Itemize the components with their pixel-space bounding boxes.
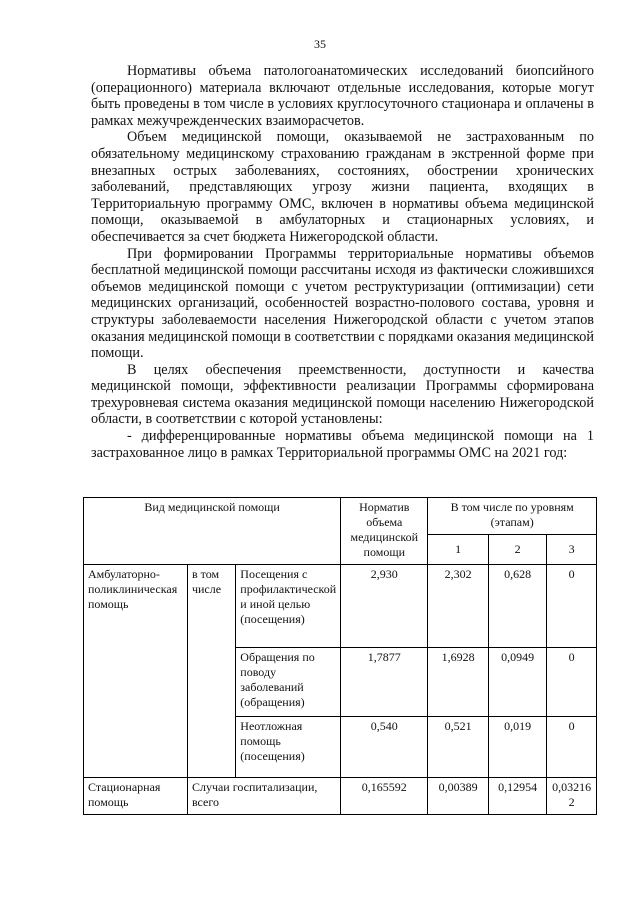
inpatient-label: Стационарная помощь: [84, 778, 188, 815]
row-level-1: 0,00389: [428, 778, 489, 815]
row-name: Посещения с профилактической и иной целью (посещения): [236, 565, 341, 648]
row-name: Неотложная помощь (посещения): [236, 717, 341, 778]
row-level-2: 0,0949: [488, 648, 546, 717]
header-level-3: 3: [547, 535, 597, 565]
header-level-2: 2: [488, 535, 546, 565]
row-norm: 1,7877: [341, 648, 428, 717]
page-number: 35: [314, 37, 326, 51]
header-level-1: 1: [428, 535, 489, 565]
row-norm: 0,540: [341, 717, 428, 778]
row-level-2: 0,628: [488, 565, 546, 648]
row-level-1: 1,6928: [428, 648, 489, 717]
row-level-1: 2,302: [428, 565, 489, 648]
table-row: [84, 565, 597, 648]
row-level-3: 0: [547, 717, 597, 778]
table-row: [84, 778, 597, 815]
norms-table: [83, 497, 597, 815]
paragraph: Объем медицинской помощи, оказываемой не застрахованным по обязательному медицинскому страхованию гражданам в экстренной форме при внезапных острых заболеваниях, состояниях, обострении хронических заболеваний, представляющих угрозу жизни пациента, входящих в Территориальную программу ОМС, включен в нормативы объема медицинской помощи, оказываемой в амбулаторных и стационарных условиях, и обеспечивается за счет бюджета Нижегородской области.: [91, 129, 594, 245]
header-norm: Норматив объема медицинской помощи: [341, 498, 428, 565]
paragraph: Нормативы объема патологоанатомических исследований биопсийного (операционного) материала включают отдельные исследования, которые могут быть проведены в том числе в условиях круглосуточного стационара и оплачены в рамках межучрежденческих взаиморасчетов.: [91, 63, 594, 129]
row-norm: 0,165592: [341, 778, 428, 815]
row-level-1: 0,521: [428, 717, 489, 778]
row-level-3: 0: [547, 648, 597, 717]
header-levels: В том числе по уровням (этапам): [428, 498, 597, 535]
row-level-3: 0: [547, 565, 597, 648]
ambulatory-label: Амбулаторно-поликлиническая помощь: [84, 565, 188, 778]
table-header-row: [84, 498, 597, 535]
paragraph: - дифференцированные нормативы объема медицинской помощи на 1 застрахованное лицо в рамках Территориальной программы ОМС на 2021 год:: [91, 428, 594, 461]
body-text: [91, 63, 594, 461]
row-level-2: 0,12954: [488, 778, 546, 815]
row-level-2: 0,019: [488, 717, 546, 778]
row-name: Обращения по поводу заболеваний (обращения): [236, 648, 341, 717]
paragraph: При формировании Программы территориальные нормативы объемов бесплатной медицинской помощи рассчитаны исходя из фактически сложившихся объемов медицинской помощи с учетом реструктуризации (оптимизации) сети медицинских организаций, особенностей возрастно-полового состава, уровня и структуры заболеваемости населения Нижегородской области с учетом этапов оказания медицинской помощи в соответствии с порядками оказания медицинской помощи.: [91, 245, 594, 362]
paragraph: В целях обеспечения преемственности, доступности и качества медицинской помощи, эффективности реализации Программы сформирована трехуровневая система оказания медицинской помощи населению Нижегородской области, в соответствии с которой установлены:: [91, 361, 594, 428]
header-kind: Вид медицинской помощи: [84, 498, 341, 565]
row-name: Случаи госпитализации, всего: [187, 778, 340, 815]
ambulatory-sub: в том числе: [187, 565, 235, 778]
row-level-3: 0,032162: [547, 778, 597, 815]
row-norm: 2,930: [341, 565, 428, 648]
